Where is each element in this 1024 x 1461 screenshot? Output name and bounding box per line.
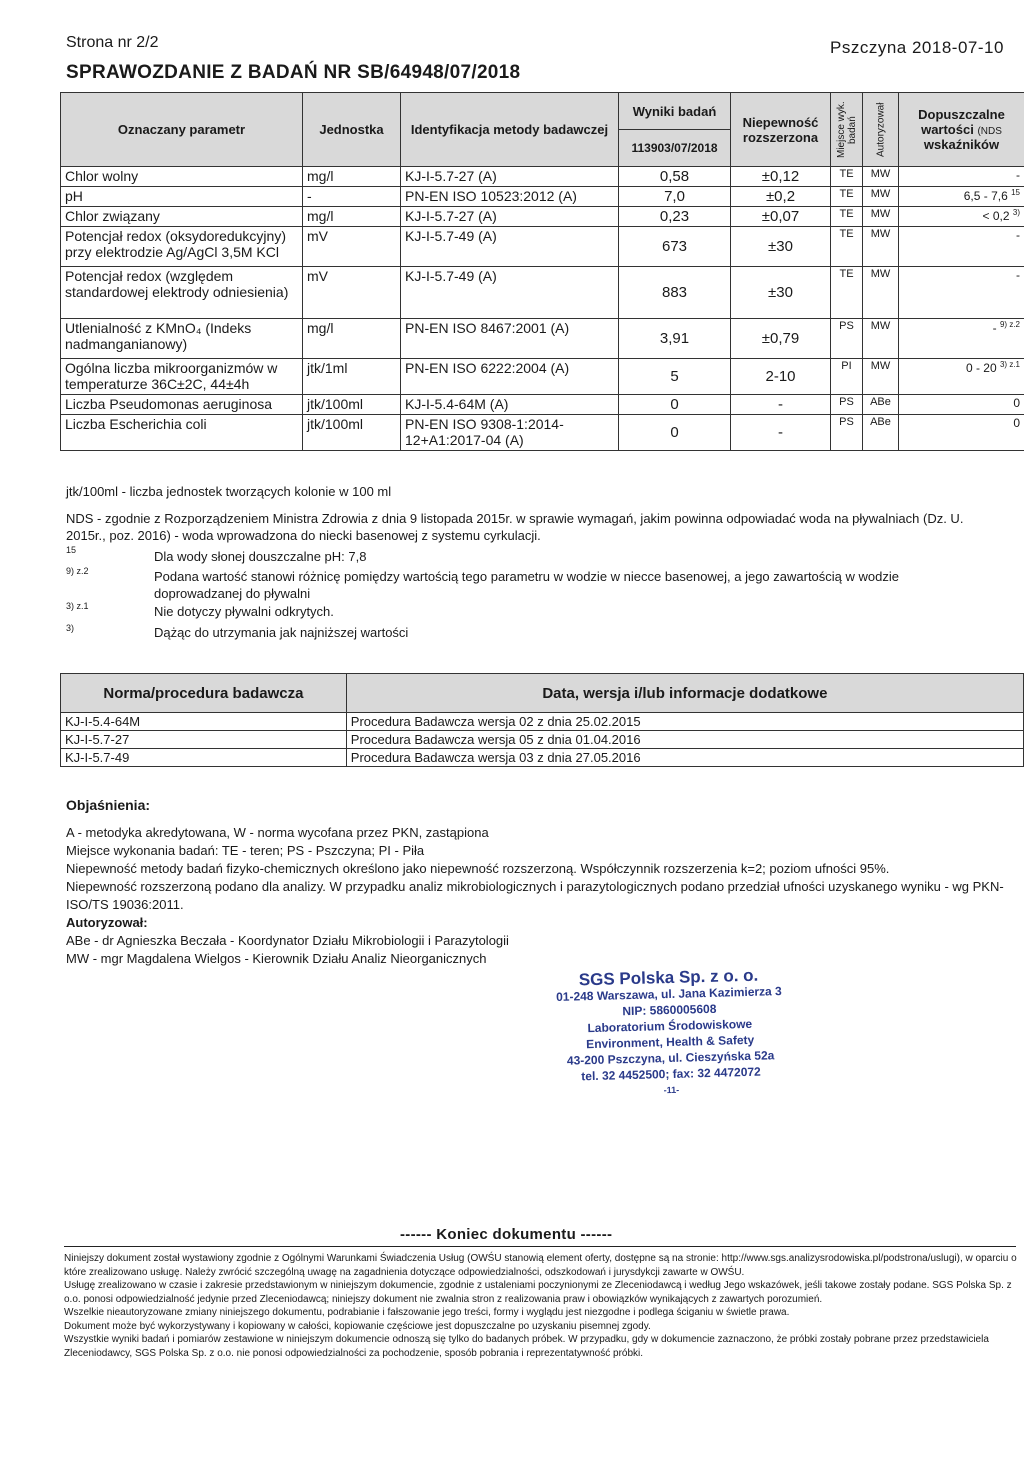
uncertainty-cell: ±0,07 (731, 207, 831, 227)
norm-cell: KJ-I-5.7-27 (61, 731, 347, 749)
place-date: Pszczyna 2018-07-10 (830, 38, 1004, 57)
place-cell: TE (831, 227, 863, 267)
dopuszczalne-nds: (NDS (977, 126, 1002, 137)
explanations-heading: Objaśnienia: (66, 797, 151, 813)
norm-cell: KJ-I-5.4-64M (61, 713, 347, 731)
uncertainty-cell: ±0,79 (731, 319, 831, 359)
disclaimer-2: Usługę zrealizowano w czasie i zakresie przedstawionym w niniejszym dokumencie, zgodnie z ustaleniami poczynionymi ze Zleceniodawcą i według Jego wskazówek, jeśli takowe zostały podane. SGS Polska Sp. z o.o. ponosi odpowiedzialność jedynie przed Zleceniodawcą; niniejszy dokument nie zwalnia stron z realizowania praw i obowiązków wynikających z zawartych porozumień. (64, 1280, 1012, 1305)
place-cell: TE (831, 167, 863, 187)
auth-heading: Autoryzował: (66, 915, 148, 930)
place-cell: PS (831, 319, 863, 359)
footer-divider (64, 1246, 1016, 1247)
norm-cell: KJ-I-5.7-49 (61, 749, 347, 767)
result-cell: 0,23 (619, 207, 731, 227)
table-row (61, 415, 1024, 451)
norm-row (61, 749, 1024, 767)
method-cell: KJ-I-5.7-49 (A) (401, 227, 619, 267)
result-cell: 883 (619, 267, 731, 319)
uncertainty-cell: - (731, 395, 831, 415)
table-row (61, 227, 1024, 267)
unit-cell: jtk/100ml (303, 395, 401, 415)
auth-cell: ABe (863, 395, 899, 415)
auth-cell: MW (863, 167, 899, 187)
method-cell: PN-EN ISO 8467:2001 (A) (401, 319, 619, 359)
uncertainty-cell: ±0,12 (731, 167, 831, 187)
end-of-document: ------ Koniec dokumentu ------ (400, 1226, 613, 1243)
auth-line-2: MW - mgr Magdalena Wielgos - Kierownik Działu Analiz Nieorganicznych (66, 951, 487, 966)
uncertainty-cell: 2-10 (731, 359, 831, 395)
param-cell: Ogólna liczba mikroorganizmów w temperaturze 36C±2C, 44±4h (61, 359, 303, 395)
param-cell: Chlor wolny (61, 167, 303, 187)
disclaimer-5: Wszystkie wyniki badań i pomiarów zestawione w niniejszym dokumencie odnoszą się tylko do badanych próbek. W przypadku, gdy w dokumencie zaznaczono, że próbki zostały pobrane przez przedstawiciela Zleceniodawcy, SGS Polska Sp. z o.o. nie ponosi odpowiedzialności za pochodzenie, sposób pobrania i reprezentatywność próbki. (64, 1334, 989, 1359)
limit-cell (899, 207, 1024, 227)
param-cell: Utlenialność z KMnO₄ (Indeks nadmanganianowy) (61, 319, 303, 359)
limit-footnote-mark: 15 (1011, 188, 1020, 197)
table-row (61, 359, 1024, 395)
table-row (61, 207, 1024, 227)
data-header: Data, wersja i/lub informacje dodatkowe (346, 674, 1023, 713)
footnote-mark: 9) z.2 (66, 566, 89, 576)
method-cell: PN-EN ISO 6222:2004 (A) (401, 359, 619, 395)
stamp-lab: Laboratorium Środowiskowe (587, 1016, 753, 1036)
limit-cell (899, 187, 1024, 207)
disclaimer-3: Wszelkie nieautoryzowane zmiany niniejszego dokumentu, podrabianie i fałszowanie jego treści, formy i wyglądu jest niezgodne i podlega ściganiu w świetle prawa. (64, 1307, 790, 1318)
auth-cell: MW (863, 267, 899, 319)
company-stamp (538, 967, 801, 1102)
stamp-nip: NIP: 5860005608 (622, 1001, 717, 1019)
norm-header: Norma/procedura badawcza (61, 674, 347, 713)
limit-value: 0 - 20 (965, 361, 997, 375)
place-cell: PS (831, 415, 863, 451)
uncertainty-cell: ±30 (731, 267, 831, 319)
auth-cell: ABe (863, 415, 899, 451)
unit-cell: - (303, 187, 401, 207)
disclaimer (64, 1252, 1020, 1360)
table-row (61, 167, 1024, 187)
dopuszczalne-line3: wskaźników (923, 137, 1000, 152)
expl-line-3: Niepewność metody badań fizyko-chemicznych określono jako niepewność rozszerzoną. Współczynnik rozszerzenia k=2; poziom ufności 95%. (66, 861, 890, 876)
param-cell: Potencjał redox (względem standardowej elektrody odniesienia) (61, 267, 303, 319)
method-cell: KJ-I-5.7-27 (A) (401, 167, 619, 187)
limit-value: < 0,2 (982, 209, 1010, 223)
limit-footnote-mark: 3) (1012, 208, 1020, 217)
col-header-metoda: Identyfikacja metody badawczej (401, 93, 619, 167)
auth-cell: MW (863, 227, 899, 267)
results-table (60, 92, 1024, 451)
place-cell: TE (831, 267, 863, 319)
auth-cell: MW (863, 319, 899, 359)
stamp-ehs: Environment, Health & Safety (586, 1032, 755, 1052)
result-cell: 0 (619, 415, 731, 451)
stamp-code: -11- (663, 1084, 680, 1096)
col-header-jednostka: Jednostka (303, 93, 401, 167)
limit-footnote-mark: 9) z.2 (999, 320, 1020, 329)
place-cell: PS (831, 395, 863, 415)
limit-cell: 0 (899, 415, 1024, 451)
disclaimer-1: Niniejszy dokument został wystawiony zgodnie z Ogólnymi Warunkami Świadczenia Usług (OWŚU stanowią element oferty, dostępne są na stronie: http://www.sgs.analizysrodowiska.pl/podstrona/uslugi), w oparciu o które zrealizowano usługę. Należy zwrócić szczególną uwagę na zagadnienia dotyczące odpowiedzialności, odszkodowań i jurysdykcji zawarte w OWŚU. (64, 1253, 1017, 1278)
footnote-text: Dla wody słonej douszczalne pH: 7,8 (154, 549, 367, 564)
method-cell: PN-EN ISO 10523:2012 (A) (401, 187, 619, 207)
footnote-mark: 3) z.1 (66, 601, 89, 611)
unit-legend: jtk/100ml - liczba jednostek tworzących kolonie w 100 ml (66, 484, 392, 499)
footnote-mark: 15 (66, 545, 77, 555)
col-header-autoryzowal: Autoryzował (863, 93, 899, 167)
param-cell: Chlor związany (61, 207, 303, 227)
method-cell: KJ-I-5.7-27 (A) (401, 207, 619, 227)
info-cell: Procedura Badawcza wersja 05 z dnia 01.04.2016 (346, 731, 1023, 749)
nds-note: NDS - zgodnie z Rozporządzeniem Ministra Zdrowia z dnia 9 listopada 2015r. w sprawie wymagań, jakim powinna odpowiadać woda na pływalniach (Dz. U. 2015r., poz. 2016) - woda wprowadzona do niecki basenowej z systemu cyrkulacji. (66, 511, 964, 543)
unit-cell: mV (303, 227, 401, 267)
limit-value: 6,5 - 7,6 (963, 189, 1008, 203)
limit-value: - (992, 321, 997, 335)
param-cell: Liczba Pseudomonas aeruginosa (61, 395, 303, 415)
norm-table (60, 673, 1024, 767)
norm-row (61, 713, 1024, 731)
limit-cell: - (899, 167, 1024, 187)
page-number: Strona nr 2/2 (66, 34, 159, 51)
norm-row (61, 731, 1024, 749)
stamp-address: 01-248 Warszawa, ul. Jana Kazimierza 3 (555, 984, 782, 1004)
dopuszczalne-line2: wartości (921, 122, 974, 137)
param-cell: Potencjał redox (oksydoredukcyjny) przy elektrodzie Ag/AgCl 3,5M KCl (61, 227, 303, 267)
expl-line-4: Niepewność rozszerzoną podano dla analizy. W przypadku analiz mikrobiologicznych i parazytologicznych podano przedział ufności uzyskanego wyniku - wg PKN-ISO/TS 19036:2011. (66, 879, 1004, 912)
table-row (61, 187, 1024, 207)
limit-cell (899, 319, 1024, 359)
method-cell: PN-EN ISO 9308-1:2014-12+A1:2017-04 (A) (401, 415, 619, 451)
unit-cell: jtk/100ml (303, 415, 401, 451)
footnote-text: Podana wartość stanowi różnicę pomiędzy wartością tego parametru w wodzie w niecce basenowej, a jego zawartością w wodzie doprowadzanej do pływalni (154, 569, 899, 601)
place-cell: TE (831, 187, 863, 207)
limit-cell: - (899, 267, 1024, 319)
table-row (61, 395, 1024, 415)
footnote-text: Dążąc do utrzymania jak najniższej wartości (154, 625, 409, 640)
param-cell: pH (61, 187, 303, 207)
table-row (61, 319, 1024, 359)
unit-cell: jtk/1ml (303, 359, 401, 395)
result-cell: 673 (619, 227, 731, 267)
info-cell: Procedura Badawcza wersja 02 z dnia 25.02.2015 (346, 713, 1023, 731)
col-header-niepewnosc: Niepewność rozszerzona (731, 93, 831, 167)
uncertainty-cell: ±0,2 (731, 187, 831, 207)
method-cell: KJ-I-5.4-64M (A) (401, 395, 619, 415)
param-cell: Liczba Escherichia coli (61, 415, 303, 451)
unit-cell: mg/l (303, 167, 401, 187)
explanations (66, 796, 1024, 968)
uncertainty-cell: - (731, 415, 831, 451)
place-cell: PI (831, 359, 863, 395)
footnote-mark: 3) (66, 623, 75, 633)
result-cell: 3,91 (619, 319, 731, 359)
unit-cell: mV (303, 267, 401, 319)
result-cell: 0 (619, 395, 731, 415)
expl-line-1: A - metodyka akredytowana, W - norma wycofana przez PKN, zastąpiona (66, 825, 489, 840)
stamp-branch: 43-200 Pszczyna, ul. Cieszyńska 52a (566, 1048, 775, 1068)
stamp-company: SGS Polska Sp. z o. o. (578, 965, 759, 990)
method-cell: KJ-I-5.7-49 (A) (401, 267, 619, 319)
unit-cell: mg/l (303, 319, 401, 359)
footnote-text: Nie dotyczy pływalni odkrytych. (154, 604, 334, 619)
col-header-parametr: Oznaczany parametr (61, 93, 303, 167)
info-cell: Procedura Badawcza wersja 03 z dnia 27.05.2016 (346, 749, 1023, 767)
unit-cell: mg/l (303, 207, 401, 227)
disclaimer-4: Dokument może być wykorzystywany i kopiowany w całości, kopiowanie częściowe jest dopuszczalne po uzyskaniu pisemnej zgody. (64, 1320, 651, 1332)
dopuszczalne-line1: Dopuszczalne (918, 107, 1005, 122)
auth-line-1: ABe - dr Agnieszka Beczała - Koordynator Działu Mikrobiologii i Parazytologii (66, 933, 509, 948)
limit-footnote-mark: 3) z.1 (999, 360, 1020, 369)
limit-cell: 0 (899, 395, 1024, 415)
result-cell: 5 (619, 359, 731, 395)
result-cell: 7,0 (619, 187, 731, 207)
col-header-dopuszczalne (899, 93, 1024, 167)
place-cell: TE (831, 207, 863, 227)
sample-number: 113903/07/2018 (619, 130, 731, 167)
auth-cell: MW (863, 207, 899, 227)
report-title: SPRAWOZDANIE Z BADAŃ NR SB/64948/07/2018 (66, 62, 521, 83)
uncertainty-cell: ±30 (731, 227, 831, 267)
auth-cell: MW (863, 187, 899, 207)
limit-cell (899, 359, 1024, 395)
limit-cell: - (899, 227, 1024, 267)
auth-cell: MW (863, 359, 899, 395)
stamp-phone: tel. 32 4452500; fax: 32 4472072 (581, 1064, 761, 1084)
col-header-wyniki: Wyniki badań (619, 93, 731, 130)
expl-line-2: Miejsce wykonania badań: TE - teren; PS - Pszczyna; PI - Piła (66, 843, 425, 858)
col-header-miejsce: Miejsce wyk. badań (831, 93, 863, 167)
table-row (61, 267, 1024, 319)
result-cell: 0,58 (619, 167, 731, 187)
